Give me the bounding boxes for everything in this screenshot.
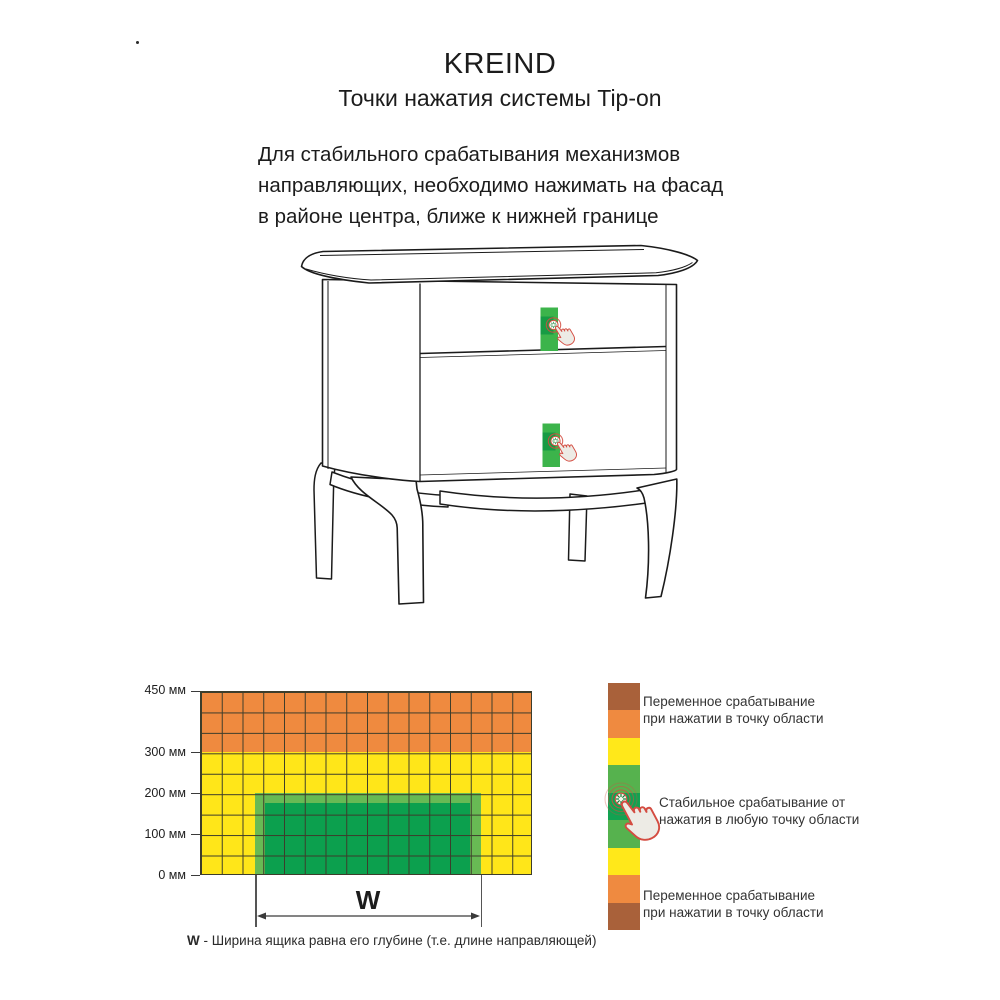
legend-line: при нажатии в точку области (643, 710, 824, 726)
y-tick-mark (191, 752, 200, 754)
y-tick-450: 450 мм (144, 683, 186, 697)
press-zone-diagram (200, 691, 532, 875)
legend-seg-orange-bottom (608, 875, 640, 902)
description-line: направляющих, необходимо нажимать на фасад (258, 174, 724, 197)
y-tick-mark (191, 834, 200, 836)
y-tick-200: 200 мм (144, 785, 186, 800)
legend-item-variable-top (643, 694, 824, 727)
w-caption (187, 933, 596, 948)
w-caption-text: - Ширина ящика равна его глубине (т.е. длине направляющей) (199, 933, 597, 948)
y-tick-mark (191, 875, 200, 877)
y-tick-300: 300 мм (144, 744, 186, 759)
description-text (258, 139, 723, 232)
legend-line: Переменное срабатывание (643, 694, 816, 709)
legend-seg-brown-bottom (608, 903, 640, 930)
y-tick-mark (191, 793, 200, 795)
y-tick-0: 0 мм (158, 867, 186, 882)
stray-dot (136, 41, 139, 44)
y-tick-mark (191, 691, 200, 693)
legend-line: Стабильное срабатывание от (659, 795, 846, 810)
legend-seg-yellow-top (608, 738, 640, 765)
legend-seg-orange-top (608, 710, 640, 737)
legend-item-stable (659, 795, 859, 828)
nightstand-body (323, 280, 677, 482)
nightstand-legs (314, 463, 677, 604)
legend-item-variable-bottom (643, 888, 824, 921)
legend-line: при нажатии в точку области (643, 904, 824, 920)
nightstand-top (302, 246, 698, 284)
description-line: Для стабильного срабатывания механизмов (258, 143, 681, 166)
brand-title: KREIND (443, 48, 557, 80)
y-tick-100: 100 мм (144, 826, 186, 841)
legend-seg-brown-top (608, 683, 640, 710)
legend-line: Переменное срабатывание (643, 888, 816, 903)
legend-line: нажатия в любую точку области (659, 811, 860, 827)
page-subtitle: Точки нажатия системы Tip-on (338, 85, 662, 111)
w-caption-bold: W (187, 933, 200, 948)
nightstand-illustration (270, 240, 730, 635)
description-line: в районе центра, ближе к нижней границе (258, 205, 659, 228)
w-label: W (355, 885, 381, 915)
grid-lines (200, 691, 532, 875)
